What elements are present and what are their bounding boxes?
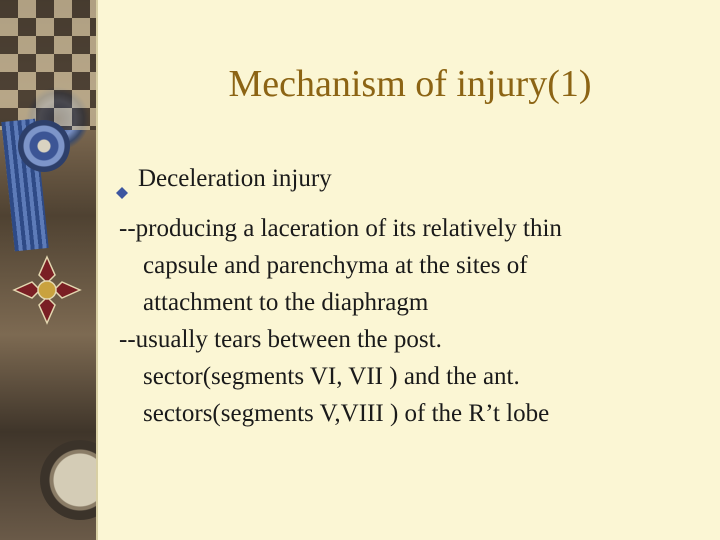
sub-point-2-line-2: sector(segments VI, VII ) and the ant. — [143, 363, 520, 390]
diamond-bullet-icon — [116, 160, 138, 210]
bullet-text: Deceleration injury — [138, 165, 332, 192]
decorative-side-image — [0, 0, 96, 540]
slide-body — [116, 160, 716, 432]
bullet-item — [116, 160, 716, 210]
sub-point-1-line-1: --producing a laceration of its relatively thin — [119, 215, 562, 242]
slide-title: Mechanism of injury(1) — [228, 63, 592, 105]
compass-icon — [40, 440, 96, 520]
sub-point-2-line-3: sectors(segments V,VIII ) of the R’t lobe — [143, 400, 550, 427]
sub-point-1-line-2: capsule and parenchyma at the sites of — [143, 252, 528, 279]
medal-rosette — [18, 120, 70, 172]
medal-cross-icon — [12, 255, 82, 325]
side-divider — [96, 0, 98, 540]
chessboard-pattern — [0, 0, 96, 130]
sub-point-1-line-3: attachment to the diaphragm — [143, 289, 429, 316]
sub-point-2-line-1: --usually tears between the post. — [119, 326, 442, 353]
